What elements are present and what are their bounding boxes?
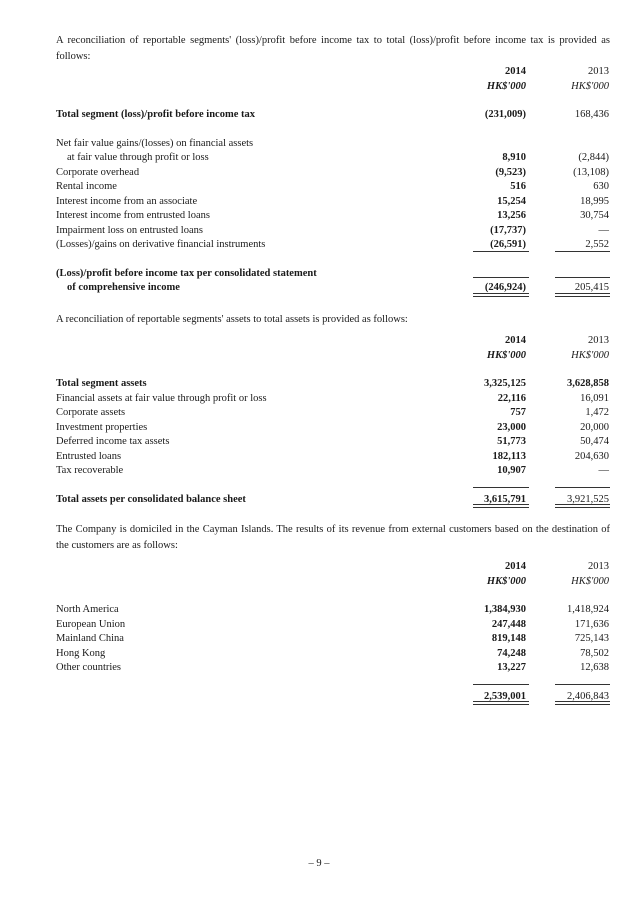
table-row <box>56 603 611 618</box>
section3-intro: The Company is domiciled in the Cayman Islands. The results of its revenue from external customers based on the destination of the customers are as follows: <box>56 524 610 551</box>
row-label: Total segment assets <box>56 378 147 389</box>
row-label: Total segment (loss)/profit before income tax <box>56 109 255 120</box>
value-2014: 1,384,930 <box>484 604 526 615</box>
unit-2013: HK$'000 <box>571 80 609 92</box>
table-row <box>56 464 611 479</box>
unit-2014: HK$'000 <box>486 80 526 92</box>
unit-header <box>56 575 611 590</box>
row-label: Impairment loss on entrusted loans <box>56 224 203 236</box>
value-2013: 1,418,924 <box>567 604 609 615</box>
table-row <box>56 421 611 436</box>
table-row <box>56 224 611 239</box>
value-2013: 16,091 <box>580 392 609 404</box>
value-2014: 757 <box>510 407 526 418</box>
total-segment-row <box>56 108 611 123</box>
value-2014: 51,773 <box>497 436 526 447</box>
value-2014: 13,227 <box>497 662 526 673</box>
value-2013: 205,415 <box>574 282 609 293</box>
value-2014: (9,523) <box>495 166 526 178</box>
value-2014: (26,591) <box>490 239 526 250</box>
year-2013: 2013 <box>588 66 609 77</box>
value-2013: 1,472 <box>585 407 609 418</box>
value-2013: 168,436 <box>574 109 609 120</box>
value-2014: (246,924) <box>484 282 526 293</box>
page-number: – 9 – <box>308 858 330 869</box>
value-2013: 630 <box>593 181 609 192</box>
value-2014: 13,256 <box>497 210 526 221</box>
row-label: Total assets per consolidated balance sheet <box>56 493 246 505</box>
total-double-rule-2014 <box>473 293 529 297</box>
table-row <box>56 209 611 224</box>
value-2013: 18,995 <box>580 195 609 207</box>
value-2013: 12,638 <box>580 662 609 673</box>
row-label: Net fair value gains/(losses) on financial assets <box>56 137 254 149</box>
section2-intro: A reconciliation of reportable segments' assets to total assets is provided as follows: <box>56 314 408 325</box>
section1-intro: A reconciliation of reportable segments' (loss)/profit before income tax to total (loss)/profit before income tax is provided as follows: <box>56 35 610 62</box>
table-row <box>56 166 611 181</box>
total-top-rule-2013 <box>555 684 610 685</box>
row-label: of comprehensive income <box>67 282 180 293</box>
value-2013: 725,143 <box>574 633 609 644</box>
total-top-rule-2014 <box>473 277 529 278</box>
row-label: Rental income <box>56 181 117 192</box>
value-2014: 10,907 <box>497 465 526 476</box>
value-2013: — <box>598 224 609 236</box>
row-label: (Losses)/gains on derivative financial instruments <box>56 239 266 250</box>
value-2013: 2,552 <box>585 239 609 250</box>
value-2014: 23,000 <box>497 421 526 433</box>
value-2014: 22,116 <box>497 392 526 404</box>
value-2013: 3,921,525 <box>567 493 609 505</box>
table-row <box>56 180 611 195</box>
year-header <box>56 560 611 575</box>
table-row <box>56 392 611 407</box>
value-2014: 182,113 <box>492 450 526 462</box>
total-top-rule-2014 <box>473 487 529 488</box>
row-label: Entrusted loans <box>56 450 122 462</box>
unit-header <box>56 80 611 95</box>
year-2014: 2014 <box>505 66 526 77</box>
table-row <box>56 377 611 392</box>
row-label: European Union <box>56 618 126 630</box>
total-top-rule-2014 <box>473 684 529 685</box>
year-header <box>56 334 611 349</box>
table-row <box>56 151 611 166</box>
table-row <box>56 195 611 210</box>
value-2013: 50,474 <box>580 436 609 447</box>
value-2014: 819,148 <box>491 633 526 644</box>
value-2013: 204,630 <box>574 450 609 462</box>
total-double-rule-2013 <box>555 293 610 297</box>
unit-2014: HK$'000 <box>486 349 526 361</box>
section2-table <box>56 334 611 507</box>
row-label: at fair value through profit or loss <box>67 152 209 163</box>
total-top-rule-2013 <box>555 277 610 278</box>
total-top-rule-2013 <box>555 487 610 488</box>
total-double-rule-2014 <box>473 701 529 705</box>
value-2013: 171,636 <box>574 618 609 630</box>
subtotal-rule-2013 <box>555 251 610 252</box>
total-line-1 <box>56 267 611 282</box>
value-2014: 2,539,001 <box>484 690 526 702</box>
table-row <box>56 137 611 152</box>
section1-table <box>56 65 611 296</box>
value-2013: (2,844) <box>578 152 609 163</box>
row-label: Corporate assets <box>56 407 126 418</box>
value-2014: 8,910 <box>502 152 526 163</box>
row-label: Corporate overhead <box>56 166 140 178</box>
total-double-rule-2014 <box>473 504 529 508</box>
value-2013: 20,000 <box>580 421 609 433</box>
row-label: Interest income from entrusted loans <box>56 210 210 221</box>
subtotal-rule-2014 <box>473 251 529 252</box>
table-row <box>56 647 611 662</box>
year-2013: 2013 <box>588 335 609 346</box>
row-label: Investment properties <box>56 421 148 433</box>
value-2013: 30,754 <box>580 210 609 221</box>
row-label: Hong Kong <box>56 647 106 659</box>
unit-2013: HK$'000 <box>571 349 609 361</box>
table-row <box>56 450 611 465</box>
section3-table <box>56 560 611 704</box>
row-label: Tax recoverable <box>56 465 124 476</box>
table-row <box>56 618 611 633</box>
table-row <box>56 406 611 421</box>
row-label: North America <box>56 604 119 615</box>
year-2014: 2014 <box>505 561 526 572</box>
unit-header <box>56 349 611 364</box>
value-2014: 74,248 <box>497 647 526 659</box>
year-header <box>56 65 611 80</box>
unit-2013: HK$'000 <box>571 575 609 587</box>
row-label: Financial assets at fair value through profit or loss <box>56 392 267 404</box>
row-label: Deferred income tax assets <box>56 436 170 447</box>
value-2014: 3,615,791 <box>484 493 526 505</box>
row-label: Mainland China <box>56 633 124 644</box>
value-2014: 3,325,125 <box>484 378 526 389</box>
value-2014: 247,448 <box>491 618 526 630</box>
table-row <box>56 661 611 676</box>
value-2013: (13,108) <box>573 166 609 178</box>
value-2014: (17,737) <box>490 224 526 236</box>
value-2013: 2,406,843 <box>567 690 609 702</box>
unit-2014: HK$'000 <box>486 575 526 587</box>
row-label: Other countries <box>56 662 122 673</box>
year-2014: 2014 <box>505 335 526 346</box>
value-2014: (231,009) <box>484 109 526 120</box>
value-2013: — <box>598 465 609 476</box>
table-row <box>56 435 611 450</box>
total-double-rule-2013 <box>555 504 610 508</box>
year-2013: 2013 <box>588 561 609 572</box>
total-double-rule-2013 <box>555 701 610 705</box>
table-row <box>56 632 611 647</box>
row-label: Interest income from an associate <box>56 195 198 207</box>
value-2014: 516 <box>510 181 526 192</box>
value-2013: 78,502 <box>580 647 609 659</box>
value-2014: 15,254 <box>497 195 526 207</box>
row-label: (Loss)/profit before income tax per consolidated statement <box>56 267 317 279</box>
value-2013: 3,628,858 <box>567 378 609 389</box>
